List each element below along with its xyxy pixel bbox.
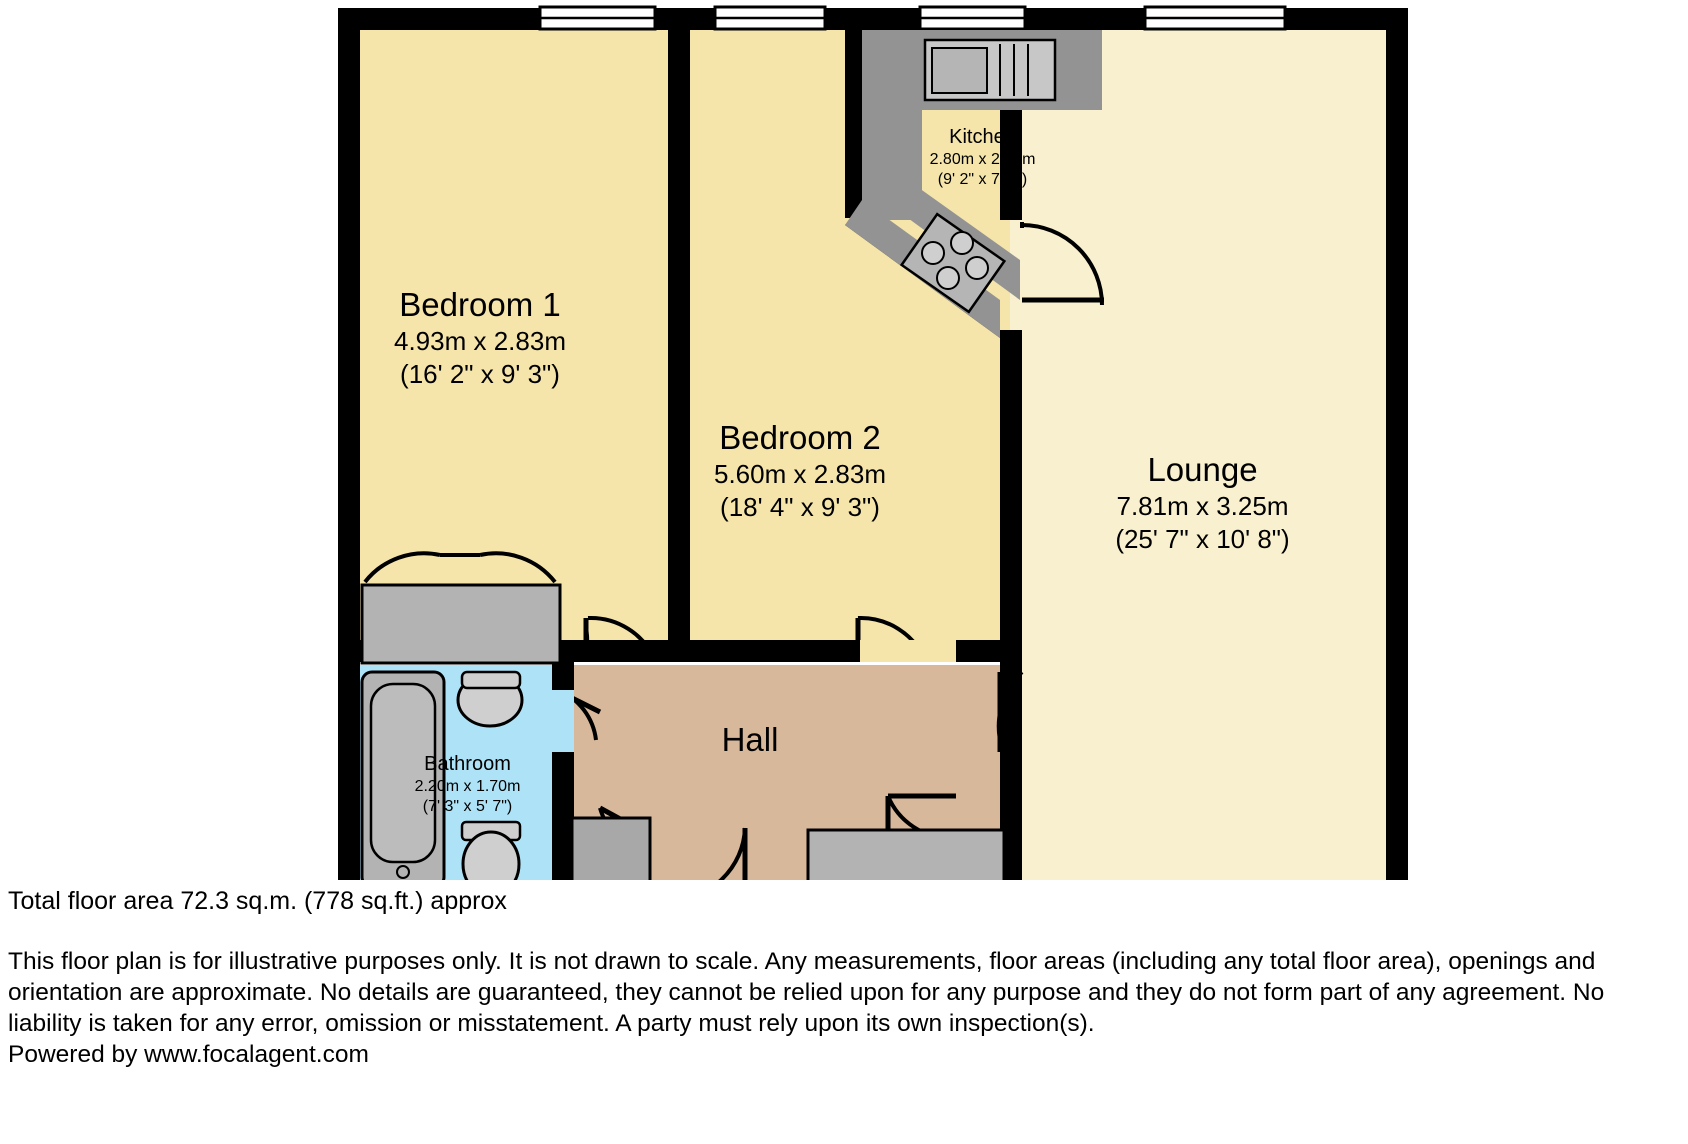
bedroom-2-name: Bedroom 2 (719, 419, 881, 456)
lounge-dim-imperial: (25' 7" x 10' 8") (1115, 524, 1290, 554)
bathroom-dim-imperial: (7' 3" x 5' 7") (422, 798, 513, 815)
wall-kitchen-angled (845, 30, 862, 218)
kitchen-hob-ring-3 (937, 267, 959, 289)
kitchen-hob-ring-1 (922, 242, 944, 264)
powered-by-text: Powered by www.focalagent.com (8, 1041, 369, 1068)
bedroom-2-dim-metric: 5.60m x 2.83m (714, 459, 886, 489)
bedroom-1-dim-imperial: (16' 2" x 9' 3") (400, 359, 560, 389)
lounge-name: Lounge (1147, 451, 1258, 488)
bath-plug (397, 866, 409, 878)
bath-inner (371, 684, 435, 862)
lounge-floor (1010, 22, 1395, 880)
bedroom-1-wardrobe (362, 585, 560, 663)
basin-back (462, 672, 520, 688)
kitchen-hob-ring-4 (966, 257, 988, 279)
wall-bed2-lounge (1000, 330, 1022, 660)
wall-left-upper (338, 8, 360, 658)
wall-right (1386, 8, 1408, 880)
hall-cupboard-right (808, 830, 1004, 880)
toilet-bowl (463, 832, 519, 880)
bathroom-dim-metric: 2.20m x 1.70m (414, 778, 521, 795)
bedroom-2-dim-imperial: (18' 4" x 9' 3") (720, 492, 880, 522)
disclaimer-text: This floor plan is for illustrative purposes only. It is not drawn to scale. Any measurements, floor areas (including any total floor area), openings and orientation are approximate. No details are guaranteed, they cannot be relied upon for any purpose and they do not form part of any agreement. No liability is taken for any error, omission or misstatement. A party must rely upon its own inspection(s). (8, 948, 1605, 1037)
wall-bed2-bottom (668, 640, 1022, 662)
kitchen-dim-imperial: (9' 2" x 7' 4") (937, 171, 1028, 188)
total-floor-area: Total floor area 72.3 sq.m. (778 sq.ft.) approx (8, 887, 507, 915)
bedroom-1-name: Bedroom 1 (399, 286, 561, 323)
hall-cupboard-left (572, 818, 650, 880)
footer (0, 880, 1688, 1070)
wall-left-lower (338, 650, 360, 880)
kitchen-sink-basin (932, 48, 987, 93)
bedroom-1-floor (355, 22, 672, 660)
bathroom-name: Bathroom (424, 753, 511, 775)
bedroom-1-dim-metric: 4.93m x 2.83m (394, 326, 566, 356)
hall-name: Hall (721, 721, 779, 758)
lounge-dim-metric: 7.81m x 3.25m (1116, 491, 1289, 521)
kitchen-dim-metric: 2.80m x 2.24m (929, 151, 1036, 168)
kitchen-name: Kitchen (949, 126, 1016, 148)
wall-bed1-bed2 (668, 8, 690, 658)
kitchen-hob-ring-2 (951, 232, 973, 254)
